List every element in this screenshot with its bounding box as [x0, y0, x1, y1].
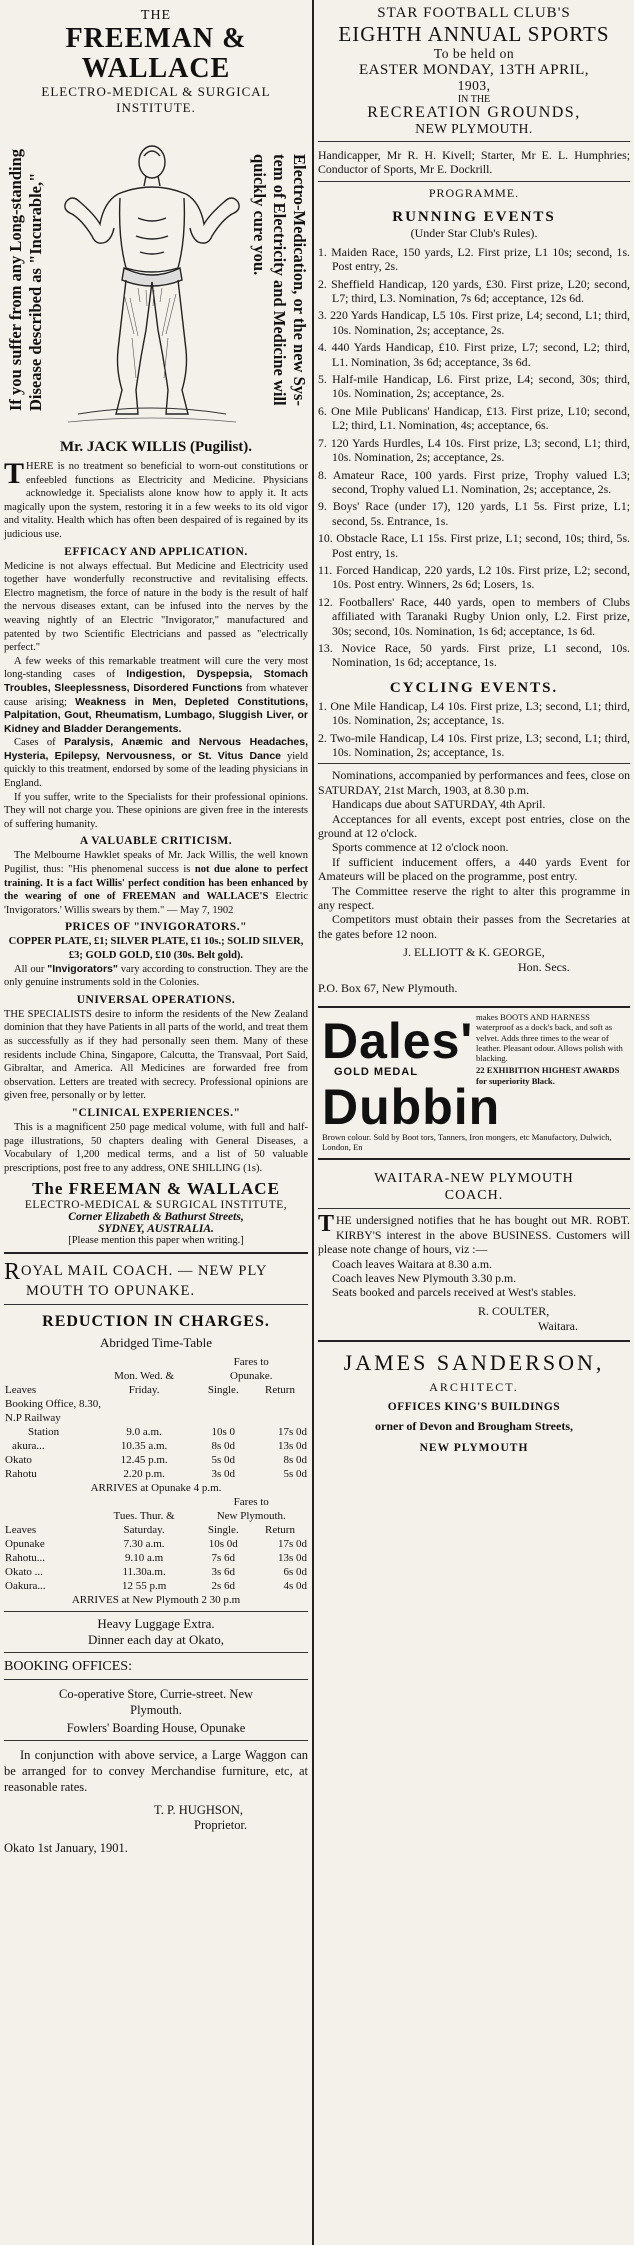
po-box: P.O. Box 67, New Plymouth. — [318, 981, 458, 996]
row-place: Station — [28, 1426, 60, 1439]
return-label-2: Return — [265, 1524, 295, 1537]
intro-text: HERE is no treatment so beneficial to worn-out constitutions or enfeebled functions as Electricity and Medicine. Physicians acknowledge it. Specialists alone know how to apply it. It acts magically upon the system, restoring it in a few weeks to its old vigor and vitality. Health which has often been despaired of is regained by its judicious use. — [4, 461, 308, 540]
row-place: Opunake — [5, 1538, 45, 1551]
rule — [4, 1652, 308, 1653]
booking-office: Booking Office, 8.30, — [5, 1398, 102, 1411]
vertical-right-line-1: Electro-Medication, or the new Sys- — [290, 153, 309, 406]
footer-sub: ELECTRO-MEDICAL & SURGICAL INSTITUTE, — [24, 1199, 288, 1212]
dales-word: Dales' — [322, 1013, 474, 1070]
gold-medal-label: GOLD MEDAL — [334, 1066, 418, 1079]
prices-text: COPPER PLATE, £1; SILVER PLATE, £1 10s.; SOLID SILVER, £3; GOLD GOLD, £10 (30s. Belt gold). — [8, 936, 304, 961]
star-line-3: To be held on — [433, 46, 515, 61]
footer-address: Corner Elizabeth & Bathurst Streets, — [68, 1211, 244, 1224]
row-return: 5s 0d — [283, 1468, 307, 1481]
criticism-3: has been enhanced by the wearing of one of FREEMAN and WALLACE'S — [4, 877, 308, 903]
efficacy-2b: Indigestion, Dyspepsia, Stomach Troubles, Sleeplessness, Disordered Functions — [4, 668, 308, 694]
list-item: 4. 440 Yards Handicap, £10. First prize, L7; second, L2; third, L1. Nomination, 3s 6d; acceptance, 3s 6d. — [318, 340, 630, 369]
list-item: 3. 220 Yards Handicap, L5 10s. First prize, L4; second, L1; third, 10s. Nomination, 2s; acceptance, 2s. — [318, 308, 630, 337]
intro-paragraph — [4, 457, 308, 542]
note: If sufficient inducement offers, a 440 yards Event for Amateurs will be placed on the programme, post entry. — [318, 854, 630, 884]
criticism-1: The Melbourne Hawklet speaks of Mr. Jack Willis, the well known Pugilist, thus: "His phenomenal success is — [4, 850, 308, 876]
row-single: 10s 0d — [208, 1538, 238, 1551]
proprietor-role: Proprietor. — [194, 1818, 248, 1833]
secretaries-role: Hon. Secs. — [518, 960, 570, 975]
row-return: 4s 0d — [283, 1580, 307, 1593]
dinner-note: Dinner each day at Okato, — [87, 1632, 225, 1648]
right-column — [318, 4, 630, 1454]
waitara-sign: R. COULTER, — [478, 1303, 550, 1318]
secretaries: J. ELLIOTT & K. GEORGE, — [403, 945, 545, 960]
coach-heading-2: MOUTH TO OPUNAKE. — [26, 1283, 196, 1300]
ad-title: FREEMAN & WALLACE — [65, 23, 247, 84]
reduction-heading: REDUCTION IN CHARGES. — [42, 1313, 270, 1331]
conjunction-note: In conjunction with above service, a Large Waggon can be arranged for to convey Merchandise furniture, etc, at reasonable rates. — [4, 1748, 308, 1795]
row-return: 13s 0d — [277, 1440, 307, 1453]
dales-awards: 22 EXHIBITION HIGHEST AWARDS for superiority Black. — [476, 1065, 620, 1086]
criticism-heading: A VALUABLE CRITICISM. — [79, 835, 233, 848]
coach-heading — [4, 1259, 308, 1300]
waitara-sign-place: Waitara. — [538, 1318, 579, 1333]
row-single: 7s 6d — [211, 1552, 236, 1565]
criticism-4: Electric 'Invigorators.' Willis swears by them." — May 7, 1902 — [4, 891, 309, 916]
proprietor-name: T. P. HUGHSON, — [154, 1803, 244, 1818]
row-return: 17s 0d — [277, 1426, 307, 1439]
days-label-3: Tues. Thur. & — [113, 1510, 175, 1523]
table-row — [4, 1537, 308, 1551]
column-divider — [312, 0, 314, 2245]
efficacy-para-4: If you suffer, write to the Specialists for their professional opinions. They will not charge you. These opinions are given free in the interests of suffering humanity. — [4, 791, 308, 830]
rules-note: (Under Star Club's Rules). — [410, 225, 538, 240]
left-column — [4, 6, 308, 1856]
waitara-heading-2: COACH. — [444, 1188, 504, 1204]
star-line-2: EIGHTH ANNUAL SPORTS — [338, 22, 610, 46]
booking-offices-heading: BOOKING OFFICES: — [4, 1659, 132, 1675]
row-time: 12.45 p.m. — [120, 1454, 168, 1467]
rule — [318, 141, 630, 142]
efficacy-para-1: Medicine is not always effectual. But Medicine and Electricity used together have wonderfully reconstructive and revitalising effects. Electro magnetism, the force of nature in the body is the result of half the nervous diseases extant, can be infused into the nerves by the weaving nightly of an Electric "Invigorator," manufactured and patented by two Scientific Electricians and passed as "electrically perfect." — [4, 560, 308, 654]
dales-footer: Brown colour. Sold by Boot tors, Tanners, Iron mongers, etc Manufactory, Dulwich, London, En — [322, 1132, 612, 1153]
booking-office-a: Co-operative Store, Currie-street. New Plymouth. — [58, 1687, 254, 1718]
sanderson-offices: OFFICES KING'S BUILDINGS — [387, 1400, 561, 1413]
row-time: 10.35 a.m. — [120, 1440, 168, 1453]
arrives-opunake: ARRIVES at Opunake 4 p.m. — [90, 1482, 222, 1495]
list-item: 2. Sheffield Handicap, 120 yards, £30. First prize, L20; second, L7; third, L3. Nomination, 7s 6d; acceptance, 12s 6d. — [318, 276, 630, 306]
dales-description — [476, 1012, 626, 1085]
note: Acceptances for all events, except post entries, close on the ground at 12 o'clock. — [318, 811, 630, 841]
row-place: Rahotu... — [5, 1552, 46, 1565]
rule — [4, 1740, 308, 1741]
vertical-left-line-2: Disease described as "Incurable," — [26, 172, 45, 411]
rule — [4, 1679, 308, 1680]
vertical-right-line-2: tem of Electricity and Medicine will — [270, 153, 289, 406]
intro-dropcap: T — [4, 457, 25, 490]
waitara-line-1: Coach leaves Waitara at 8.30 a.m. — [332, 1256, 492, 1271]
dales-dubbin-ad — [318, 1006, 630, 1160]
vertical-left-line-1: If you suffer from any Long-standing — [6, 148, 25, 411]
single-label: Single. — [207, 1384, 239, 1397]
waitara-line-2: Coach leaves New Plymouth 3.30 p.m. — [332, 1270, 517, 1285]
table-row — [4, 1579, 308, 1593]
table-row — [4, 1453, 308, 1467]
row-single: 3s 0d — [211, 1468, 236, 1481]
waitara-body — [318, 1213, 630, 1256]
waitara-line-3: Seats booked and parcels received at West's stables. — [332, 1285, 577, 1300]
note: The Committee reserve the right to alter this programme in any respect. — [318, 883, 630, 913]
sanderson-corner: orner of Devon and Brougham Streets, — [375, 1418, 573, 1433]
row-time: 7.30 a.m. — [123, 1538, 165, 1551]
freeman-wallace-ad — [4, 8, 308, 1246]
notes-list — [318, 768, 630, 941]
star-line-7: RECREATION GROUNDS, — [367, 104, 581, 121]
ad-the: THE — [140, 8, 172, 23]
star-line-4: EASTER MONDAY, 13TH APRIL, — [358, 62, 590, 78]
fares-to-label: Fares to — [233, 1356, 269, 1369]
table-row — [4, 1425, 308, 1439]
coach-dropcap: R — [4, 1259, 22, 1286]
dubbin-word: Dubbin — [322, 1079, 501, 1136]
prices-note — [4, 963, 308, 990]
list-item: 1. One Mile Handicap, L4 10s. First prize, L3; second, L1; third, 10s. Nomination, 2s; acceptance, 1s. — [318, 698, 630, 728]
ad-subtitle: ELECTRO-MEDICAL & SURGICAL INSTITUTE. — [41, 84, 271, 115]
sanderson-name: JAMES SANDERSON, — [343, 1349, 605, 1375]
star-sports-ad — [318, 4, 630, 996]
row-single: 5s 0d — [211, 1454, 236, 1467]
prices-heading: PRICES OF "INVIGORATORS." — [65, 921, 247, 934]
row-place: akura... — [12, 1440, 45, 1453]
criticism-2: not due alone to perfect training. It is a fact Willis' perfect condition — [4, 864, 308, 889]
rule — [318, 181, 630, 182]
fares-destination-2: New Plymouth. — [216, 1510, 286, 1523]
efficacy-para-2 — [4, 655, 308, 737]
arrives-new-plymouth: ARRIVES at New Plymouth 2 30 p.m — [71, 1594, 241, 1607]
row-single: 3s 6d — [211, 1566, 236, 1579]
list-item: 8. Amateur Race, 100 yards. First prize, Trophy valued L3; second, Trophy valued L1. Nomination, 2s; acceptance, 2s. — [318, 467, 630, 496]
fares-to-label-2: Fares to — [233, 1496, 269, 1509]
booking-office-b: Fowlers' Boarding House, Opunake — [66, 1721, 246, 1736]
leaves-label-2: Leaves — [5, 1524, 37, 1537]
efficacy-3c: yield quickly to this treatment, endorsed by some of the leading physicians in England. — [4, 750, 308, 790]
dateline: Okato 1st January, 1901. — [4, 1841, 128, 1856]
programme-heading: PROGRAMME. — [428, 185, 520, 200]
clinical-text: This is a magnificent 250 page medical volume, with full and half-page illustrations, 50 chapters dealing with General Diseases, a Vocabulary of 1,200 medical terms, and a list of 50 valuable prescriptions, post free to any address, ONE SHILLING (1s). — [4, 1121, 308, 1174]
row-place: Okato — [5, 1454, 32, 1467]
rule — [4, 1304, 308, 1305]
list-item: 7. 120 Yards Hurdles, L4 10s. First prize, L3; second, L1; third, 10s. Nomination, 2s; acceptance, 2s. — [318, 435, 630, 465]
rule — [318, 763, 630, 764]
row-place: Rahotu — [5, 1468, 37, 1481]
efficacy-2a: A few weeks of this remarkable treatment will cure the very most long-standing cases of — [4, 655, 308, 681]
prices-note-b: "Invigorators" — [47, 962, 118, 975]
row-time: 11.30a.m. — [122, 1566, 166, 1579]
table-row — [4, 1565, 308, 1579]
row-time: 9.0 a.m. — [126, 1426, 162, 1439]
footer-title: The FREEMAN & WALLACE — [32, 1179, 280, 1199]
row-return: 6s 0d — [283, 1566, 307, 1579]
efficacy-3a: Cases of — [14, 737, 56, 749]
prices-note-c: vary according to construction. They are the only genuine instruments sold in the Colonies. — [4, 963, 308, 989]
row-time: 12 55 p.m — [121, 1580, 167, 1593]
days-label-2: Friday. — [128, 1384, 160, 1397]
ad-illustration-block — [4, 122, 308, 437]
mail-coach-ad — [4, 1259, 308, 1856]
days-label-4: Saturday. — [123, 1524, 165, 1537]
vertical-text-right — [250, 122, 308, 437]
list-item: 1. Maiden Race, 150 yards, L2. First prize, L1 10s; second, 1s. Post entry, 2s. — [318, 244, 630, 274]
table-row — [4, 1467, 308, 1481]
criticism-para — [4, 849, 308, 917]
np-railway: N.P Railway — [5, 1412, 61, 1425]
list-item: 2. Two-mile Handicap, L4 10s. First prize, L3; second, L1; third, 10s. Nomination, 2s; acceptance, 1s. — [318, 730, 630, 759]
rule — [318, 1208, 630, 1209]
clinical-heading: "CLINICAL EXPERIENCES." — [71, 1106, 241, 1119]
sanderson-ad — [318, 1350, 630, 1454]
dales-side-text: makes BOOTS AND HARNESS waterproof as a dock's back, and soft as velvet. Adds three times to the wear of leather. Pleasant odour. Allows polish with blacking. — [476, 1012, 623, 1064]
divider — [4, 1252, 308, 1254]
row-place: Okato ... — [5, 1566, 43, 1579]
efficacy-heading: EFFICACY AND APPLICATION. — [64, 545, 248, 558]
sanderson-role: ARCHITECT. — [429, 1379, 519, 1394]
cycling-events-list — [318, 699, 630, 760]
prices-note-a: All our — [14, 963, 45, 975]
running-events-list — [318, 245, 630, 670]
row-single: 8s 0d — [211, 1440, 236, 1453]
row-single: 2s 6d — [211, 1580, 236, 1593]
fares-destination: Opunake. — [230, 1370, 273, 1383]
leaves-label: Leaves — [5, 1384, 37, 1397]
list-item: 13. Novice Race, 50 yards. First prize, L1 second, 10s. Nomination, 1s 6d; acceptance, 1s. — [318, 640, 630, 670]
list-item: 12. Footballers' Race, 440 yards, open to members of Clubs affiliated with Taranaki Rugby Union only, L2. First prize, 30s; second, 10s. Nomination, 1s 6d; acceptance, 1s 6d. — [318, 594, 630, 638]
luggage-note: Heavy Luggage Extra. — [97, 1616, 215, 1632]
star-line-8: NEW PLYMOUTH. — [415, 121, 533, 136]
cycling-events-heading: CYCLING EVENTS. — [389, 679, 559, 696]
list-item: 5. Half-mile Handicap, L6. First prize, L4; second, 30s; third, 10s. Nomination, 2s; acceptance, 2s. — [318, 372, 630, 401]
timetable-outbound — [4, 1355, 308, 1607]
note: Nominations, accompanied by performances and fees, close on SATURDAY, 21st March, 1903, at 8.30 p.m. — [318, 768, 630, 797]
vertical-text-left — [4, 122, 48, 437]
footer-city: SYDNEY, AUSTRALIA. — [98, 1223, 214, 1236]
efficacy-2c: from whatever cause arising; — [4, 682, 309, 708]
list-item: 6. One Mile Publicans' Handicap, £13. First prize, L10; second, L2; third, L1. Nomination, 4s; acceptance, 6s. — [318, 403, 630, 433]
note: Sports commence at 12 o'clock noon. — [332, 840, 509, 855]
efficacy-3b: Paralysis, Anæmic and Nervous Headaches, Hysteria, Epilepsy, Nervousness, or St. Vitus Dance — [4, 736, 309, 762]
sanderson-city: NEW PLYMOUTH — [419, 1441, 529, 1454]
return-label: Return — [265, 1384, 295, 1397]
row-time: 2.20 p.m. — [123, 1468, 165, 1481]
coach-heading-1: OYAL MAIL COACH. — NEW PLY — [21, 1263, 268, 1280]
star-line-1: STAR FOOTBALL CLUB'S — [377, 5, 571, 21]
footer-note: [Please mention this paper when writing.] — [68, 1235, 244, 1247]
efficacy-para-3 — [4, 736, 308, 790]
running-events-heading: RUNNING EVENTS — [392, 208, 556, 225]
vertical-right-line-3: quickly cure you. — [250, 153, 269, 275]
list-item: 10. Obstacle Race, L1 15s. First prize, L1; second, 10s; third, 5s. Post entry, 1s. — [318, 531, 630, 560]
rule — [318, 1340, 630, 1342]
waitara-dropcap: T — [318, 1211, 335, 1238]
waitara-coach-ad — [318, 1170, 630, 1333]
row-return: 8s 0d — [283, 1454, 307, 1467]
table-row — [4, 1439, 308, 1453]
star-line-6: IN THE — [457, 94, 491, 105]
list-item: 9. Boys' Race (under 17), 120 yards, L1 5s. First prize, L1; second, 5s. Entrance, 1s. — [318, 499, 630, 528]
row-single: 10s 0 — [211, 1426, 236, 1439]
row-return: 17s 0d — [277, 1538, 307, 1551]
note: Handicaps due about SATURDAY, 4th April. — [332, 797, 546, 812]
table-row — [4, 1551, 308, 1565]
single-label-2: Single. — [207, 1524, 239, 1537]
pugilist-illustration — [58, 128, 246, 428]
star-line-5: 1903, — [457, 78, 491, 93]
rule — [4, 1611, 308, 1612]
universal-text: THE SPECIALISTS desire to inform the residents of the New Zealand dominion that they have Patients in all parts of the world, and treat them as successfully as if they had personally seen them. Many of these residents include China, Singapore, Calcutta, the Transvaal, Port Said, Gibraltar, and America. All Medicines are forwarded free from observation. Letters are treated with secrecy. Professional opinions are given free, personally or by letter. — [4, 1008, 308, 1102]
universal-heading: UNIVERSAL OPERATIONS. — [76, 993, 236, 1006]
note: Competitors must obtain their passes from the Secretaries at the gates before 12 noon. — [318, 912, 630, 941]
days-label: Mon. Wed. & — [114, 1370, 175, 1383]
waitara-body-text: HE undersigned notifies that he has bought out MR. ROBT. KIRBY'S interest in the above BUSINESS. Customers will please note change of hours, viz :— — [318, 1213, 630, 1257]
officials: Handicapper, Mr R. H. Kivell; Starter, Mr E. L. Humphries; Conductor of Sports, Mr E. Dockrill. — [318, 148, 630, 177]
illustration-caption: Mr. JACK WILLIS (Pugilist). — [59, 439, 253, 455]
row-place: Oakura... — [5, 1580, 46, 1593]
row-return: 13s 0d — [277, 1552, 307, 1565]
timetable-heading: Abridged Time-Table — [99, 1335, 213, 1351]
row-time: 9.10 a.m — [124, 1552, 164, 1565]
waitara-heading-1: WAITARA-NEW PLYMOUTH — [374, 1171, 574, 1187]
efficacy-2d: Weakness in Men, Depleted Constitutions, Palpitation, Gout, Rheumatism, Lumbago, Sluggish Liver, or Kidney and Bladder Derangements. — [4, 695, 309, 735]
list-item: 11. Forced Handicap, 220 yards, L2 10s. First prize, L2; second, 10s. Post entry. Winners, 2s 6d; Losers, 1s. — [318, 562, 630, 592]
